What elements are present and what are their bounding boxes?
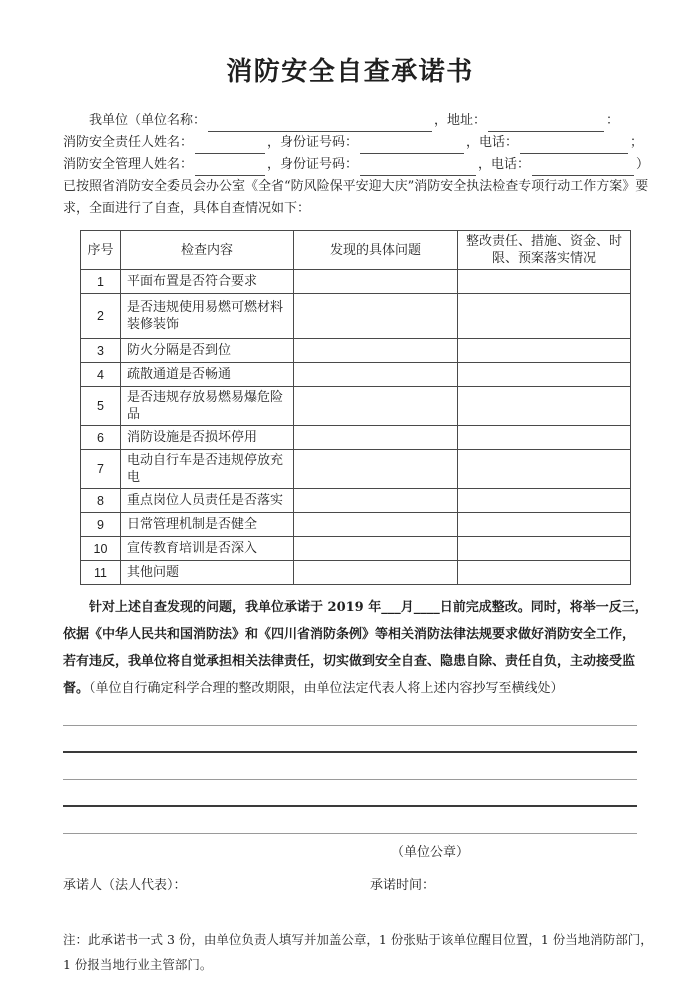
responsible-id-label: ，身份证号码： <box>267 135 359 150</box>
seal-row <box>63 843 637 863</box>
intro-line-1-end: ： <box>606 113 620 128</box>
row-rectification-cell <box>458 450 631 489</box>
row-check-content: 重点岗位人员责任是否落实 <box>121 489 294 513</box>
header-serial: 序号 <box>81 231 121 270</box>
document-title: 消防安全自查承诺书 <box>226 57 474 87</box>
row-serial: 1 <box>81 270 121 294</box>
intro-line-3-end: ） <box>636 157 650 172</box>
row-check-content: 电动自行车是否违规停放充电 <box>121 450 294 489</box>
row-serial: 8 <box>81 489 121 513</box>
blank-address <box>488 116 604 132</box>
row-problem-cell <box>294 450 458 489</box>
blank-responsible-id <box>360 138 464 154</box>
promise-time-label: 承诺时间： <box>370 878 436 893</box>
row-rectification-cell <box>458 426 631 450</box>
row-rectification-cell <box>458 363 631 387</box>
row-problem-cell <box>294 426 458 450</box>
handwriting-line <box>63 726 637 753</box>
manager-phone-label: ，电话： <box>478 157 531 172</box>
blank-responsible-phone <box>520 138 628 154</box>
commitment-line-3: 若有违反，我单位将自觉承担相关法律责任，切实做到安全自查、隐患自除、责任自负，主动接受监 <box>63 654 636 669</box>
row-rectification-cell <box>458 489 631 513</box>
table-row <box>81 450 631 489</box>
row-rectification-cell <box>458 387 631 426</box>
row-problem-cell <box>294 363 458 387</box>
row-serial: 6 <box>81 426 121 450</box>
header-rectification: 整改责任、措施、资金、时限、预案落实情况 <box>458 231 631 270</box>
row-serial: 4 <box>81 363 121 387</box>
unit-seal-label: （单位公章） <box>391 845 470 860</box>
row-serial: 5 <box>81 387 121 426</box>
footnote-line-1: 注：此承诺书一式 3 份，由单位负责人填写并加盖公章，1 份张贴于该单位醒目位置，1 份当地消防部门， <box>63 932 653 947</box>
row-serial: 9 <box>81 513 121 537</box>
row-check-content: 平面布置是否符合要求 <box>121 270 294 294</box>
row-serial: 2 <box>81 294 121 339</box>
row-check-content: 是否违规存放易燃易爆危险品 <box>121 387 294 426</box>
row-serial: 11 <box>81 561 121 585</box>
table-row <box>81 294 631 339</box>
handwriting-line <box>63 807 637 834</box>
intro-section <box>63 110 650 220</box>
table-row <box>81 426 631 450</box>
header-problems: 发现的具体问题 <box>294 231 458 270</box>
intro-line-2 <box>63 132 644 154</box>
row-rectification-cell <box>458 513 631 537</box>
handwriting-line <box>63 702 637 726</box>
table-row <box>81 363 631 387</box>
commitment-line-1: 针对上述自查发现的问题，我单位承诺于 2019 年___月____日前完成整改。同时，将举一反三， <box>89 600 648 615</box>
row-check-content: 消防设施是否损坏停用 <box>121 426 294 450</box>
blank-manager-phone <box>532 160 634 176</box>
table-row <box>81 489 631 513</box>
row-serial: 7 <box>81 450 121 489</box>
table-header-row <box>81 231 631 270</box>
row-problem-cell <box>294 387 458 426</box>
row-rectification-cell <box>458 339 631 363</box>
commitment-line-2: 依据《中华人民共和国消防法》和《四川省消防条例》等相关消防法律法规要求做好消防安全工作， <box>63 627 636 642</box>
manager-id-label: ，身份证号码： <box>267 157 359 172</box>
row-serial: 3 <box>81 339 121 363</box>
row-rectification-cell <box>458 270 631 294</box>
row-problem-cell <box>294 489 458 513</box>
header-check-content: 检查内容 <box>121 231 294 270</box>
promiser-label: 承诺人（法人代表）： <box>63 878 187 893</box>
row-check-content: 日常管理机制是否健全 <box>121 513 294 537</box>
row-check-content: 是否违规使用易燃可燃材料装修装饰 <box>121 294 294 339</box>
table-row <box>81 561 631 585</box>
table-row <box>81 387 631 426</box>
commitment-line-4 <box>63 675 637 702</box>
responsible-phone-label: ，电话： <box>466 135 519 150</box>
footnote-line-2: 1 份报当地行业主管部门。 <box>63 957 213 972</box>
handwriting-lines <box>63 702 637 834</box>
blank-unit-name <box>208 116 432 132</box>
table-row <box>81 339 631 363</box>
commitment-paragraph <box>63 594 648 702</box>
row-problem-cell <box>294 561 458 585</box>
commitment-handwrite-note: （单位自行确定科学合理的整改期限，由单位法定代表人将上述内容抄写至横线处） <box>89 681 564 696</box>
footnote <box>63 927 653 977</box>
row-rectification-cell <box>458 537 631 561</box>
row-problem-cell <box>294 270 458 294</box>
row-rectification-cell <box>458 294 631 339</box>
intro-line-1 <box>63 110 637 132</box>
row-check-content: 疏散通道是否畅通 <box>121 363 294 387</box>
row-check-content: 防火分隔是否到位 <box>121 339 294 363</box>
table-row <box>81 270 631 294</box>
row-rectification-cell <box>458 561 631 585</box>
row-check-content: 其他问题 <box>121 561 294 585</box>
row-problem-cell <box>294 513 458 537</box>
intro-line-2-end: ； <box>630 135 644 150</box>
manager-name-label: 消防安全管理人姓名： <box>63 157 194 172</box>
intro-line-4: 已按照省消防安全委员会办公室《全省“防风险保平安迎大庆”消防安全执法检查专项行动工作方案》要 <box>63 179 649 194</box>
row-problem-cell <box>294 339 458 363</box>
row-problem-cell <box>294 294 458 339</box>
responsible-name-label: 消防安全责任人姓名： <box>63 135 194 150</box>
unit-name-label: 我单位（单位名称： <box>89 113 207 128</box>
blank-manager-id <box>360 160 476 176</box>
blank-responsible-name <box>195 138 265 154</box>
blank-manager-name <box>195 160 265 176</box>
row-serial: 10 <box>81 537 121 561</box>
table-row <box>81 537 631 561</box>
handwriting-line <box>63 753 637 780</box>
handwriting-line <box>63 780 637 807</box>
intro-line-3 <box>63 154 650 176</box>
table-row <box>81 513 631 537</box>
commitment-line-4-bold: 督。 <box>63 681 90 696</box>
row-check-content: 宣传教育培训是否深入 <box>121 537 294 561</box>
address-label: ，地址： <box>434 113 487 128</box>
intro-line-5: 求，全面进行了自查，具体自查情况如下： <box>63 201 311 216</box>
self-check-table <box>80 230 631 585</box>
signature-row <box>63 875 637 897</box>
row-problem-cell <box>294 537 458 561</box>
